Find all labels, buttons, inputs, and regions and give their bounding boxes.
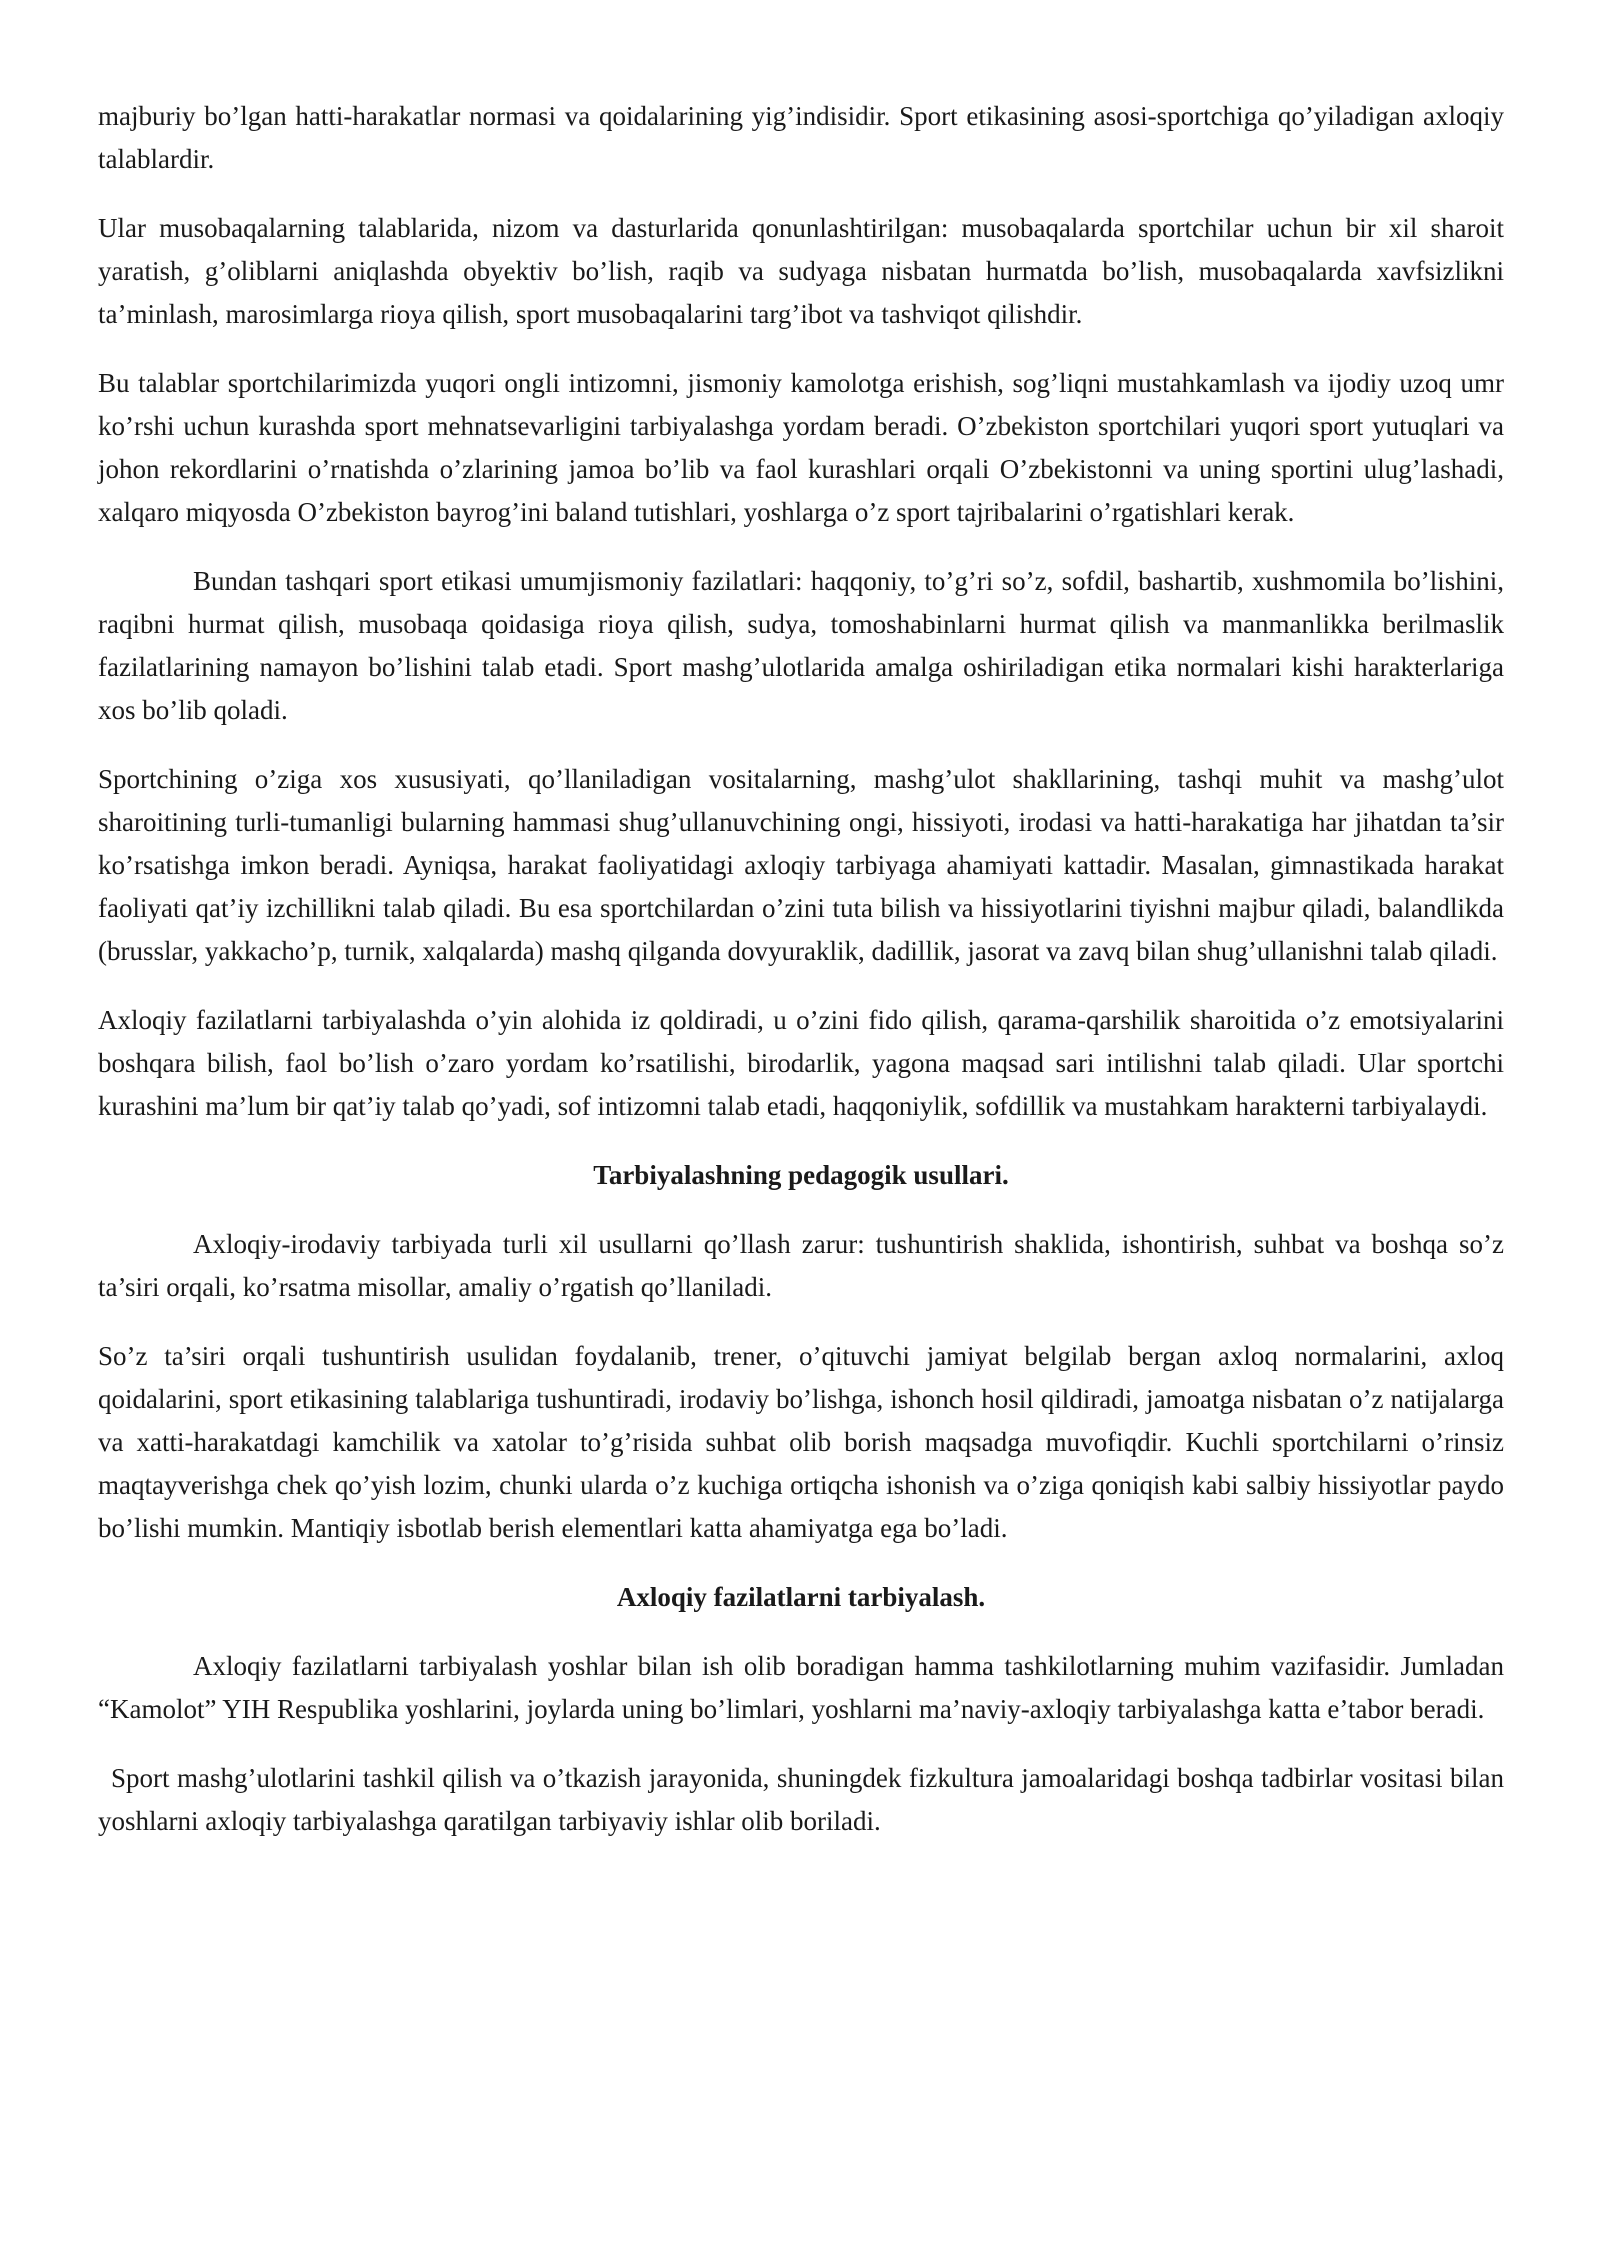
document-page (98, 95, 1504, 1869)
paragraph-verbal-influence: So’z ta’siri orqali tushuntirish usulidan foydalanib, trener, o’qituvchi jamiyat belgilab bergan axloq normalarini, axloq qoidalarini, sport etikasining talablariga tushuntiradi, irodaviy bo’lishga, ishonch hosil qildiradi, jamoatga nisbatan o’z natijalarga va xatti-harakatdagi kamchilik va xatolar to’g’risida suhbat olib borish maqsadga muvofiqdir. Kuchli sportchilarni o’rinsiz maqtayverishga chek qo’yish lozim, chunki ularda o’z kuchiga ortiqcha ishonish va o’ziga qoniqish kabi salbiy hissiyotlar paydo bo’lishi mumkin. Mantiqiy isbotlab berish elementlari katta ahamiyatga ega bo’ladi. (98, 1341, 1504, 1543)
section-heading-pedagogical-methods: Tarbiyalashning pedagogik usullari. (593, 1160, 1009, 1190)
paragraph-moral-volitional-methods: Axloqiy-irodaviy tarbiyada turli xil usullarni qo’llash zarur: tushuntirish shaklida, ishontirish, suhbat va boshqa so’z ta’siri orqali, ko’rsatma misollar, amaliy o’rgatish qo’llaniladi. (98, 1229, 1504, 1302)
paragraph-sport-sessions: Sport mashg’ulotlarini tashkil qilish va o’tkazish jarayonida, shuningdek fizkultura jamoalaridagi boshqa tadbirlar vositasi bilan yoshlarni axloqiy tarbiyalashga qaratilgan tarbiyaviy ishlar olib boriladi. (98, 1763, 1504, 1836)
paragraph-competition-requirements: Ular musobaqalarning talablarida, nizom va dasturlarida qonunlashtirilgan: musobaqalarda sportchilar uchun bir xil sharoit yaratish, g’oliblarni aniqlashda obyektiv bo’lish, raqib va sudyaga nisbatan hurmatda bo’lish, musobaqalarda xavfsizlikni ta’minlash, marosimlarga rioya qilish, sport musobaqalarini targ’ibot va tashviqot qilishdir. (98, 213, 1504, 329)
paragraph-athlete-characteristics: Sportchining o’ziga xos xususiyati, qo’llaniladigan vositalarning, mashg’ulot shakllarining, tashqi muhit va mashg’ulot sharoitining turli-tumanligi bularning hammasi shug’ullanuvchining ongi, hissiyoti, irodasi va hatti-harakatiga har jihatdan ta’sir ko’rsatishga imkon beradi. Ayniqsa, harakat faoliyatidagi axloqiy tarbiyaga ahamiyati kattadir. Masalan, gimnastikada harakat faoliyati qat’iy izchillikni talab qiladi. Bu esa sportchilardan o’zini tuta bilish va hissiyotlarini tiyishni majbur qiladi, balandlikda (brusslar, yakkacho’p, turnik, xalqalarda) mashq qilganda dovyuraklik, dadillik, jasorat va zavq bilan shug’ullanishni talab qiladi. (98, 764, 1504, 966)
paragraph-organizations-task: Axloqiy fazilatlarni tarbiyalash yoshlar bilan ish olib boradigan hamma tashkilotlarning muhim vazifasidir. Jumladan “Kamolot” YIH Respublika yoshlarini, joylarda uning bo’limlari, yoshlarni ma’naviy-axloqiy tarbiyalashga katta e’tabor beradi. (98, 1651, 1504, 1724)
paragraph-athlete-discipline: Bu talablar sportchilarimizda yuqori ongli intizomni, jismoniy kamolotga erishish, sog’liqni mustahkamlash va ijodiy uzoq umr ko’rshi uchun kurashda sport mehnatsevarligini tarbiyalashga yordam beradi. O’zbekiston sportchilari yuqori sport yutuqlari va johon rekordlarini o’rnatishda o’zlarining jamoa bo’lib va faol kurashlari orqali O’zbekistonni va uning sportini ulug’lashadi, xalqaro miqyosda O’zbekiston bayrog’ini baland tutishlari, yoshlarga o’z sport tajribalarini o’rgatishlari kerak. (98, 368, 1504, 527)
paragraph-ethics-virtues: Bundan tashqari sport etikasi umumjismoniy fazilatlari: haqqoniy, to’g’ri so’z, sofdil, bashartib, xushmomila bo’lishini, raqibni hurmat qilish, musobaqa qoidasiga rioya qilish, sudya, tomoshabinlarni hurmat qilish va manmanlikka berilmaslik fazilatlarining namayon bo’lishini talab etadi. Sport mashg’ulotlarida amalga oshiriladigan etika normalari kishi harakterlariga xos bo’lib qoladi. (98, 566, 1504, 725)
paragraph-game-role: Axloqiy fazilatlarni tarbiyalashda o’yin alohida iz qoldiradi, u o’zini fido qilish, qarama-qarshilik sharoitida o’z emotsiyalarini boshqara bilish, faol bo’lish o’zaro yordam ko’rsatilishi, birodarlik, yagona maqsad sari intilishni talab qiladi. Ular sportchi kurashini ma’lum bir qat’iy talab qo’yadi, sof intizomni talab etadi, haqqoniylik, sofdillik va mustahkam harakterni tarbiyalaydi. (98, 1005, 1504, 1121)
paragraph-sport-ethics-basis: majburiy bo’lgan hatti-harakatlar normasi va qoidalarining yig’indisidir. Sport etikasining asosi-sportchiga qo’yiladigan axloqiy talablardir. (98, 101, 1504, 174)
section-heading-moral-qualities: Axloqiy fazilatlarni tarbiyalash. (616, 1582, 986, 1612)
